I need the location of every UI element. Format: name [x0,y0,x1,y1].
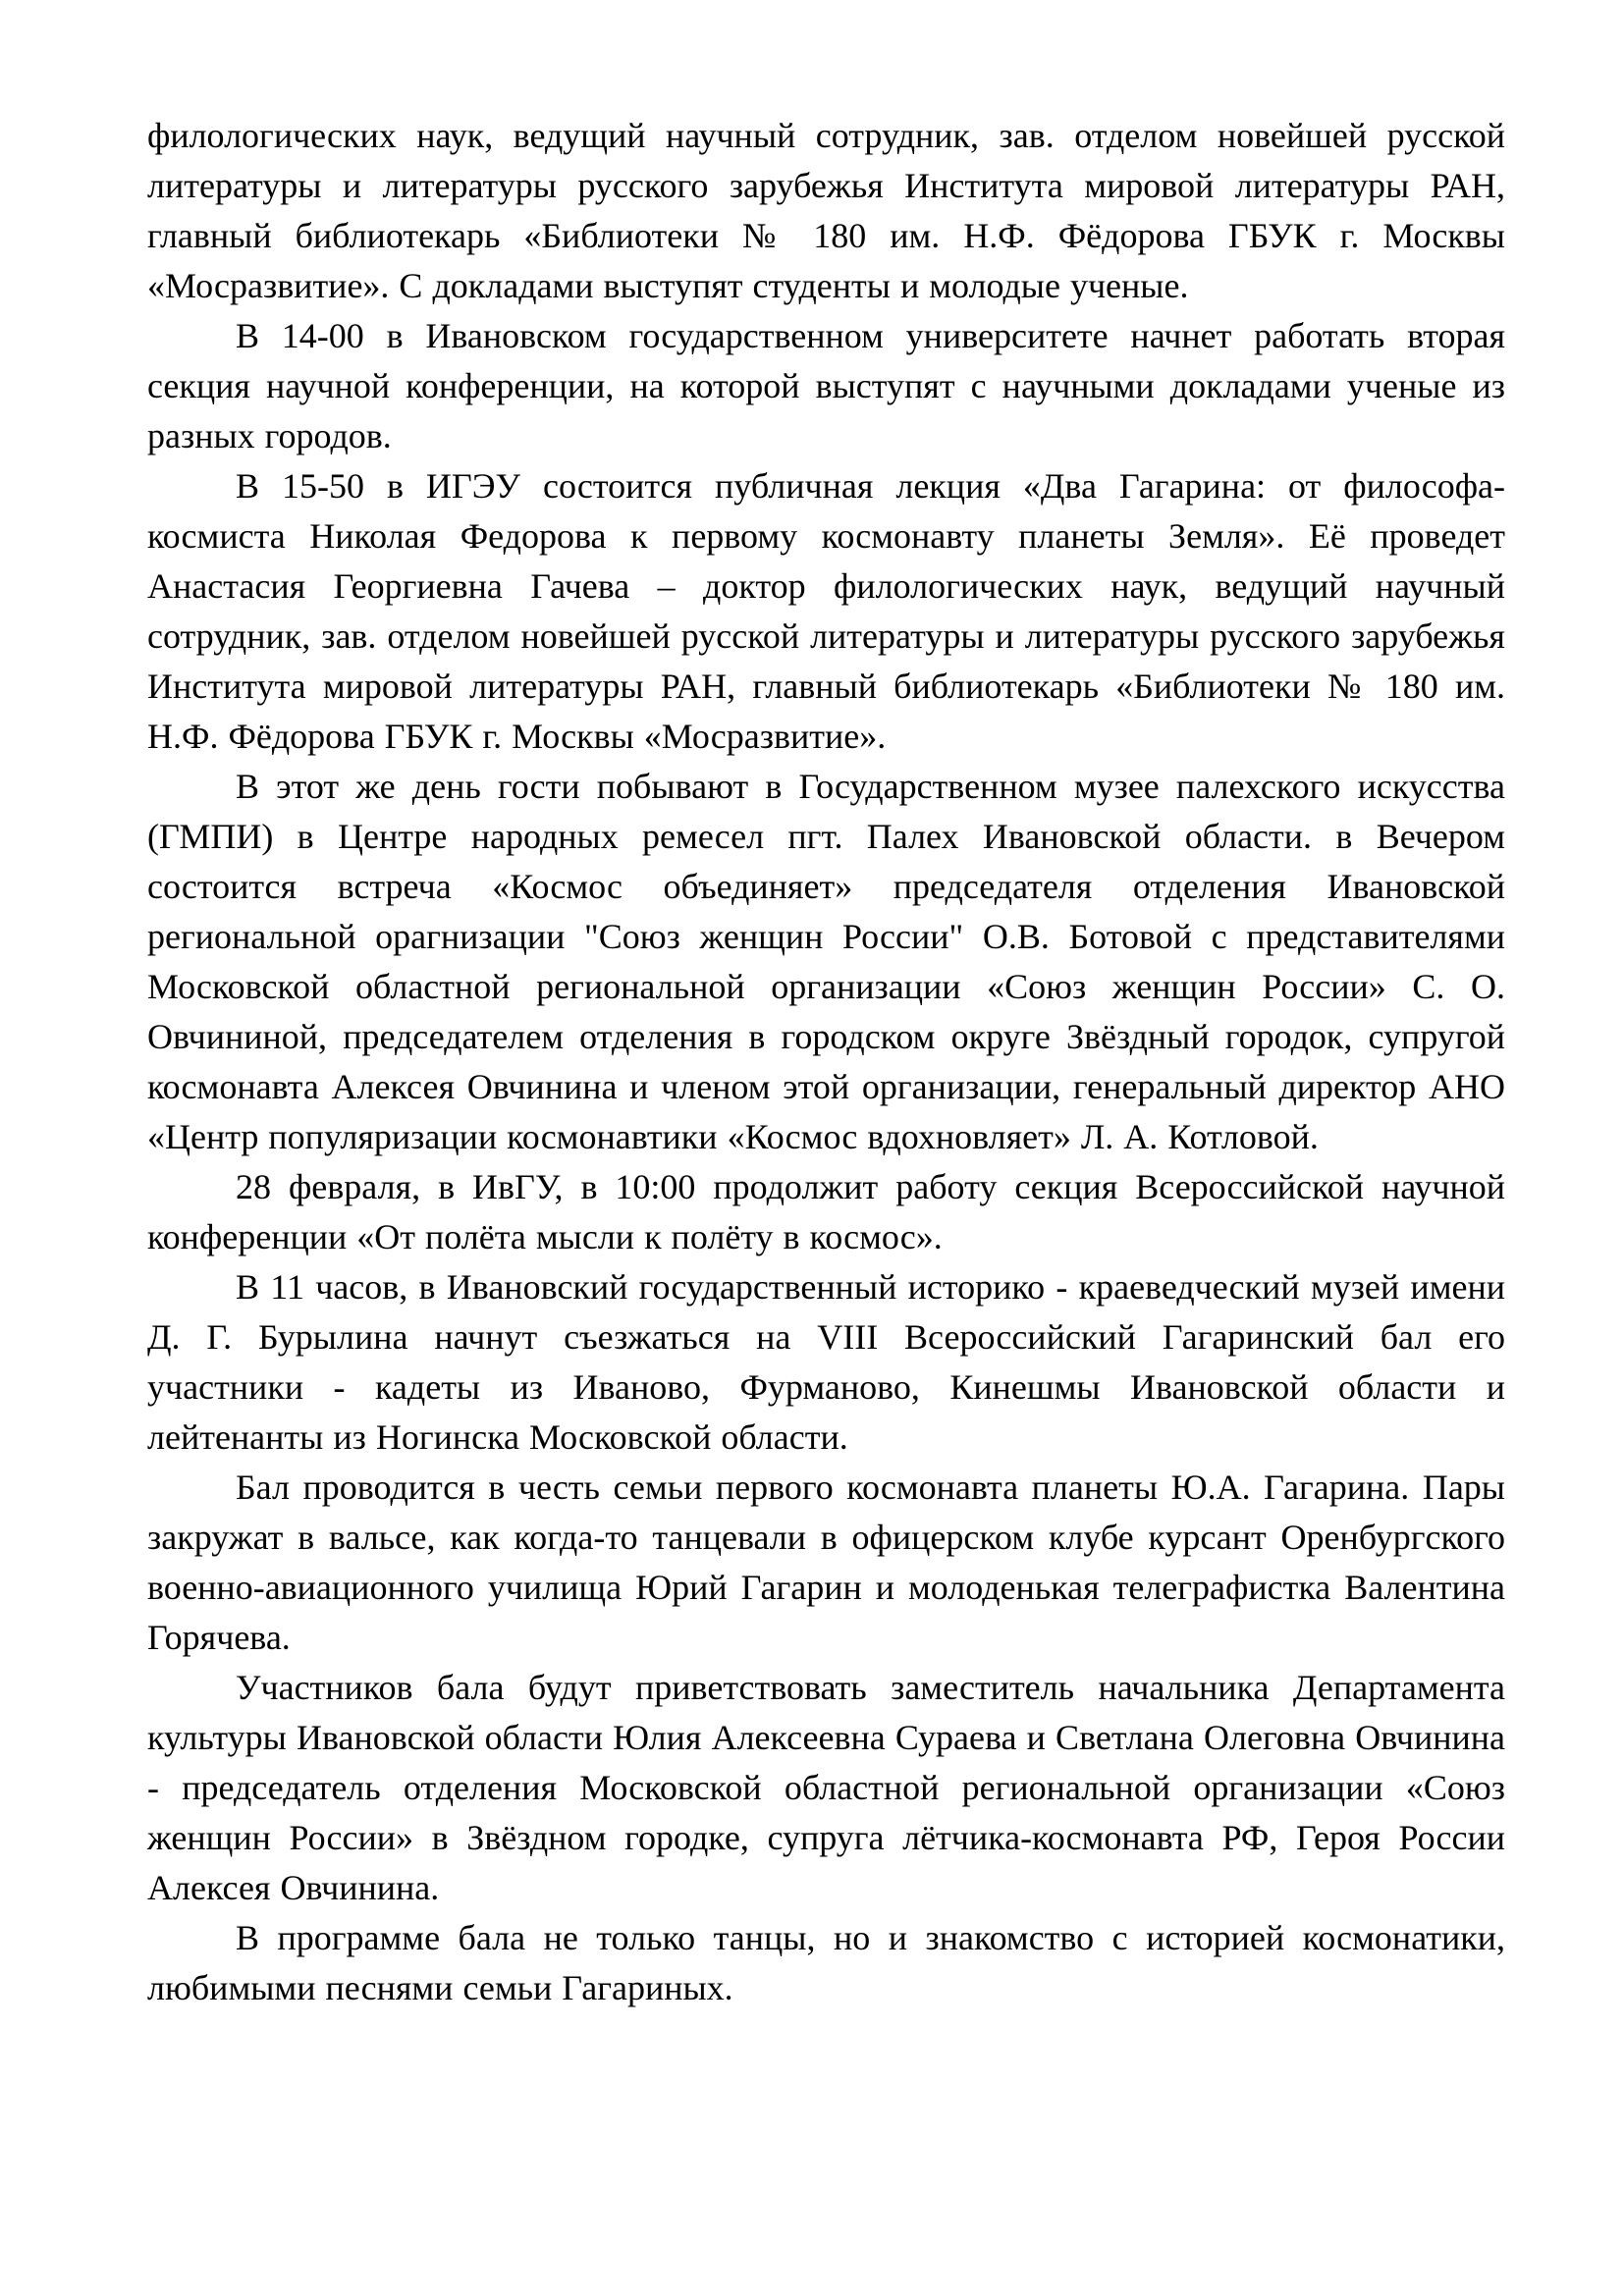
paragraph: В 11 часов, в Ивановский государственный историко - краеведческий музей имени Д. Г. Бурылина начнут съезжаться на VIII Всероссийский Гагаринский бал его участники - кадеты из Иваново, Фурманово, Кинешмы Ивановской области и лейтенанты из Ногинска Московской области. [147,1267,1505,1457]
paragraph: В 14-00 в Ивановском государственном университете начнет работать вторая секция научной конференции, на которой выступят с научными докладами ученые из разных городов. [147,316,1505,455]
paragraph: В программе бала не только танцы, но и знакомство с историей космонатики, любимыми песнями семьи Гагариных. [147,1918,1505,2007]
paragraph: В 15-50 в ИГЭУ состоится публичная лекция «Два Гагарина: от философа-космиста Николая Федорова к первому космонавту планеты Земля». Её проведет Анастасия Георгиевна Гачева – доктор филологических наук, ведущий научный сотрудник, зав. отделом новейшей русской литературы и литературы русского зарубежья Института мировой литературы РАН, главный библиотекарь «Библиотеки № 180 им. Н.Ф. Фёдорова ГБУК г. Москвы «Мосразвитие». [147,466,1505,756]
paragraph: В этот же день гости побывают в Государственном музее палехского искусства (ГМПИ) в Центре народных ремесел пгт. Палех Ивановской области. в Вечером состоится встреча «Космос объединяет» председателя отделения Ивановской региональной орагнизации "Союз женщин России" О.В. Ботовой с представителями Московской областной региональной организации «Союз женщин России» С. О. Овчининой, председателем отделения в городском округе Звёздный городок, супругой космонавта Алексея Овчинина и членом этой организации, генеральный директор АНО «Центр популяризации космонавтики «Космос вдохновляет» Л. А. Котловой. [147,767,1505,1156]
document-body [147,111,1505,2013]
paragraph: Бал проводится в честь семьи первого космонавта планеты Ю.А. Гагарина. Пары закружат в вальсе, как когда-то танцевали в офицерском клубе курсант Оренбургского военно-авиационного училища Юрий Гагарин и молоденькая телеграфистка Валентина Горячева. [147,1468,1505,1657]
paragraph: филологических наук, ведущий научный сотрудник, зав. отделом новейшей русской литературы и литературы русского зарубежья Института мировой литературы РАН, главный библиотекарь «Библиотеки № 180 им. Н.Ф. Фёдорова ГБУК г. Москвы «Мосразвитие». С докладами выступят студенты и молодые ученые. [147,116,1505,305]
paragraph: Участников бала будут приветствовать заместитель начальника Департамента культуры Ивановской области Юлия Алексеевна Сураева и Светлана Олеговна Овчинина - председатель отделения Московской областной региональной организации «Союз женщин России» в Звёздном городке, супруга лётчика-космонавта РФ, Героя России Алексея Овчинина. [147,1668,1505,1907]
paragraph: 28 февраля, в ИвГУ, в 10:00 продолжит работу секция Всероссийской научной конференции «От полёта мысли к полёту в космос». [147,1167,1505,1256]
